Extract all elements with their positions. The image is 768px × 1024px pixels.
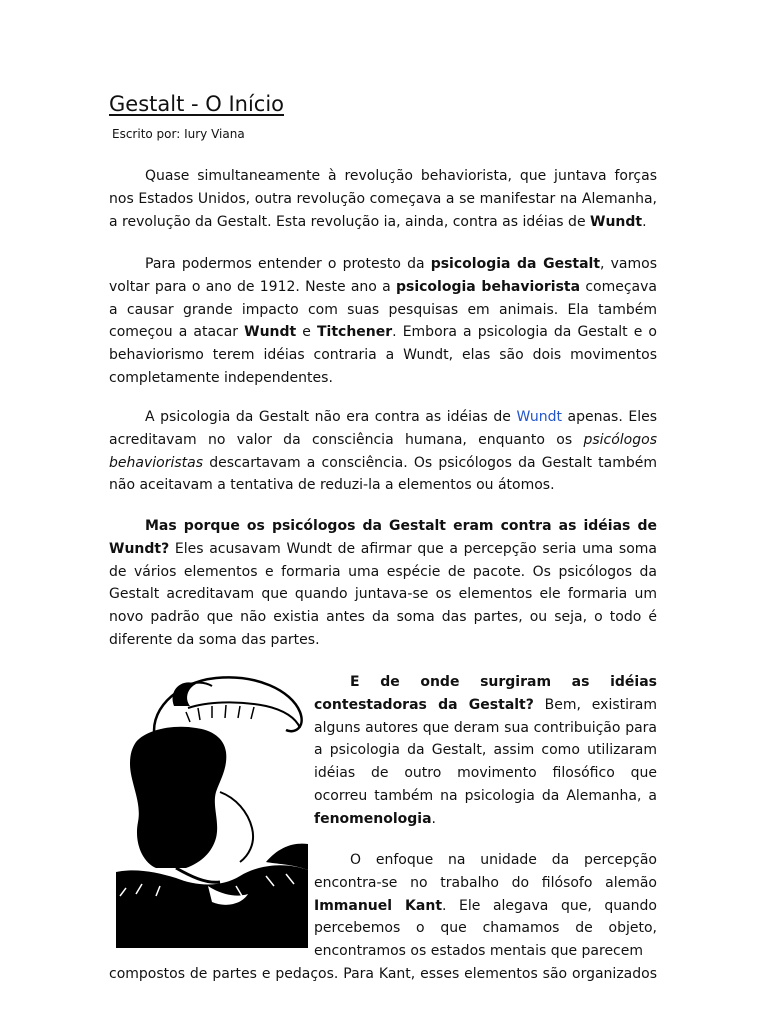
paragraph-4: [109, 515, 657, 670]
text-run: .: [431, 810, 436, 827]
figure-image: [116, 672, 308, 948]
text-run: A psicologia da Gestalt não era contra as idéias de: [145, 409, 517, 425]
paragraph-6: [314, 849, 657, 963]
paragraph-1: [109, 165, 657, 251]
byline: Escrito por: Iury Viana: [112, 127, 245, 141]
bold-run: fenomenologia: [314, 810, 432, 827]
text-run: apenas. Eles acreditavam no valor da consciência humana, enquanto os: [109, 409, 657, 448]
text-run: descartavam a consciência. Os psicólogos da Gestalt também não aceitavam a tentativa de reduzi-la a elementos ou átomos.: [109, 454, 657, 494]
text-run: começava a causar grande impacto com suas pesquisas em animais. Ela também começou a atacar: [109, 278, 657, 341]
text-run: Quase simultaneamente à revolução behaviorista, que juntava forças nos Estados Unidos, outra revolução começava a se manifestar na Alemanha, a revolução da Gestalt. Esta revolução ia, ainda, contra as idéias de: [109, 168, 657, 230]
page-title: Gestalt - O Início: [109, 92, 285, 116]
bold-run: Wundt: [244, 324, 297, 341]
italic-run: psicólogos behavioristas: [109, 431, 657, 471]
text-run: Bem, existiram alguns autores que deram sua contribuição para a psicologia da Gestalt, assim como utilizaram idéias de outro movimento filosófico que ocorreu também na psicologia da Alemanha, a: [314, 696, 657, 804]
bold-run: Immanuel Kant: [314, 897, 443, 914]
bold-run: psicologia behaviorista: [395, 278, 581, 295]
text-run: , vamos voltar para o ano de 1912. Neste ano a: [109, 256, 657, 295]
text-run: O enfoque na unidade da percepção encontra-se no trabalho do filósofo alemão: [314, 852, 657, 891]
paragraph-2: [109, 253, 657, 408]
ambiguous-figure-illustration-icon: [116, 672, 308, 948]
wundt-link[interactable]: Wundt: [516, 409, 562, 425]
text-run: .: [642, 213, 647, 230]
text-run: . Embora a psicologia da Gestalt e o behaviorismo terem idéias contraria a Wundt, elas são dois movimentos completamente independentes.: [109, 324, 657, 386]
paragraph-6-continuation: compostos de partes e pedaços. Para Kant, esses elementos são organizados: [109, 966, 657, 982]
text-run: . Ele alegava que, quando percebemos o que chamamos de objeto, encontramos os estados mentais que parecem: [314, 897, 658, 960]
text-run: Para podermos entender o protesto da: [145, 256, 431, 272]
bold-run: Mas porque os psicólogos da Gestalt eram contra as idéias de Wundt?: [109, 518, 657, 557]
text-run: e: [296, 324, 317, 341]
bold-run: psicologia da Gestalt: [430, 256, 601, 272]
paragraph-5: [314, 671, 657, 831]
paragraph-3: [109, 406, 657, 515]
bold-run: Titchener: [317, 324, 393, 341]
bold-run: Wundt: [590, 213, 643, 230]
text-run: Eles acusavam Wundt de afirmar que a percepção seria uma soma de vários elementos e formaria uma espécie de pacote. Os psicólogos da Gestalt acreditavam que quando juntava-se os elementos ele formaria um novo padrão que não existia antes da soma das partes, ou seja, o todo é diferente da soma das partes.: [109, 540, 657, 648]
bold-run: E de onde surgiram as idéias contestadoras da Gestalt?: [314, 674, 657, 713]
